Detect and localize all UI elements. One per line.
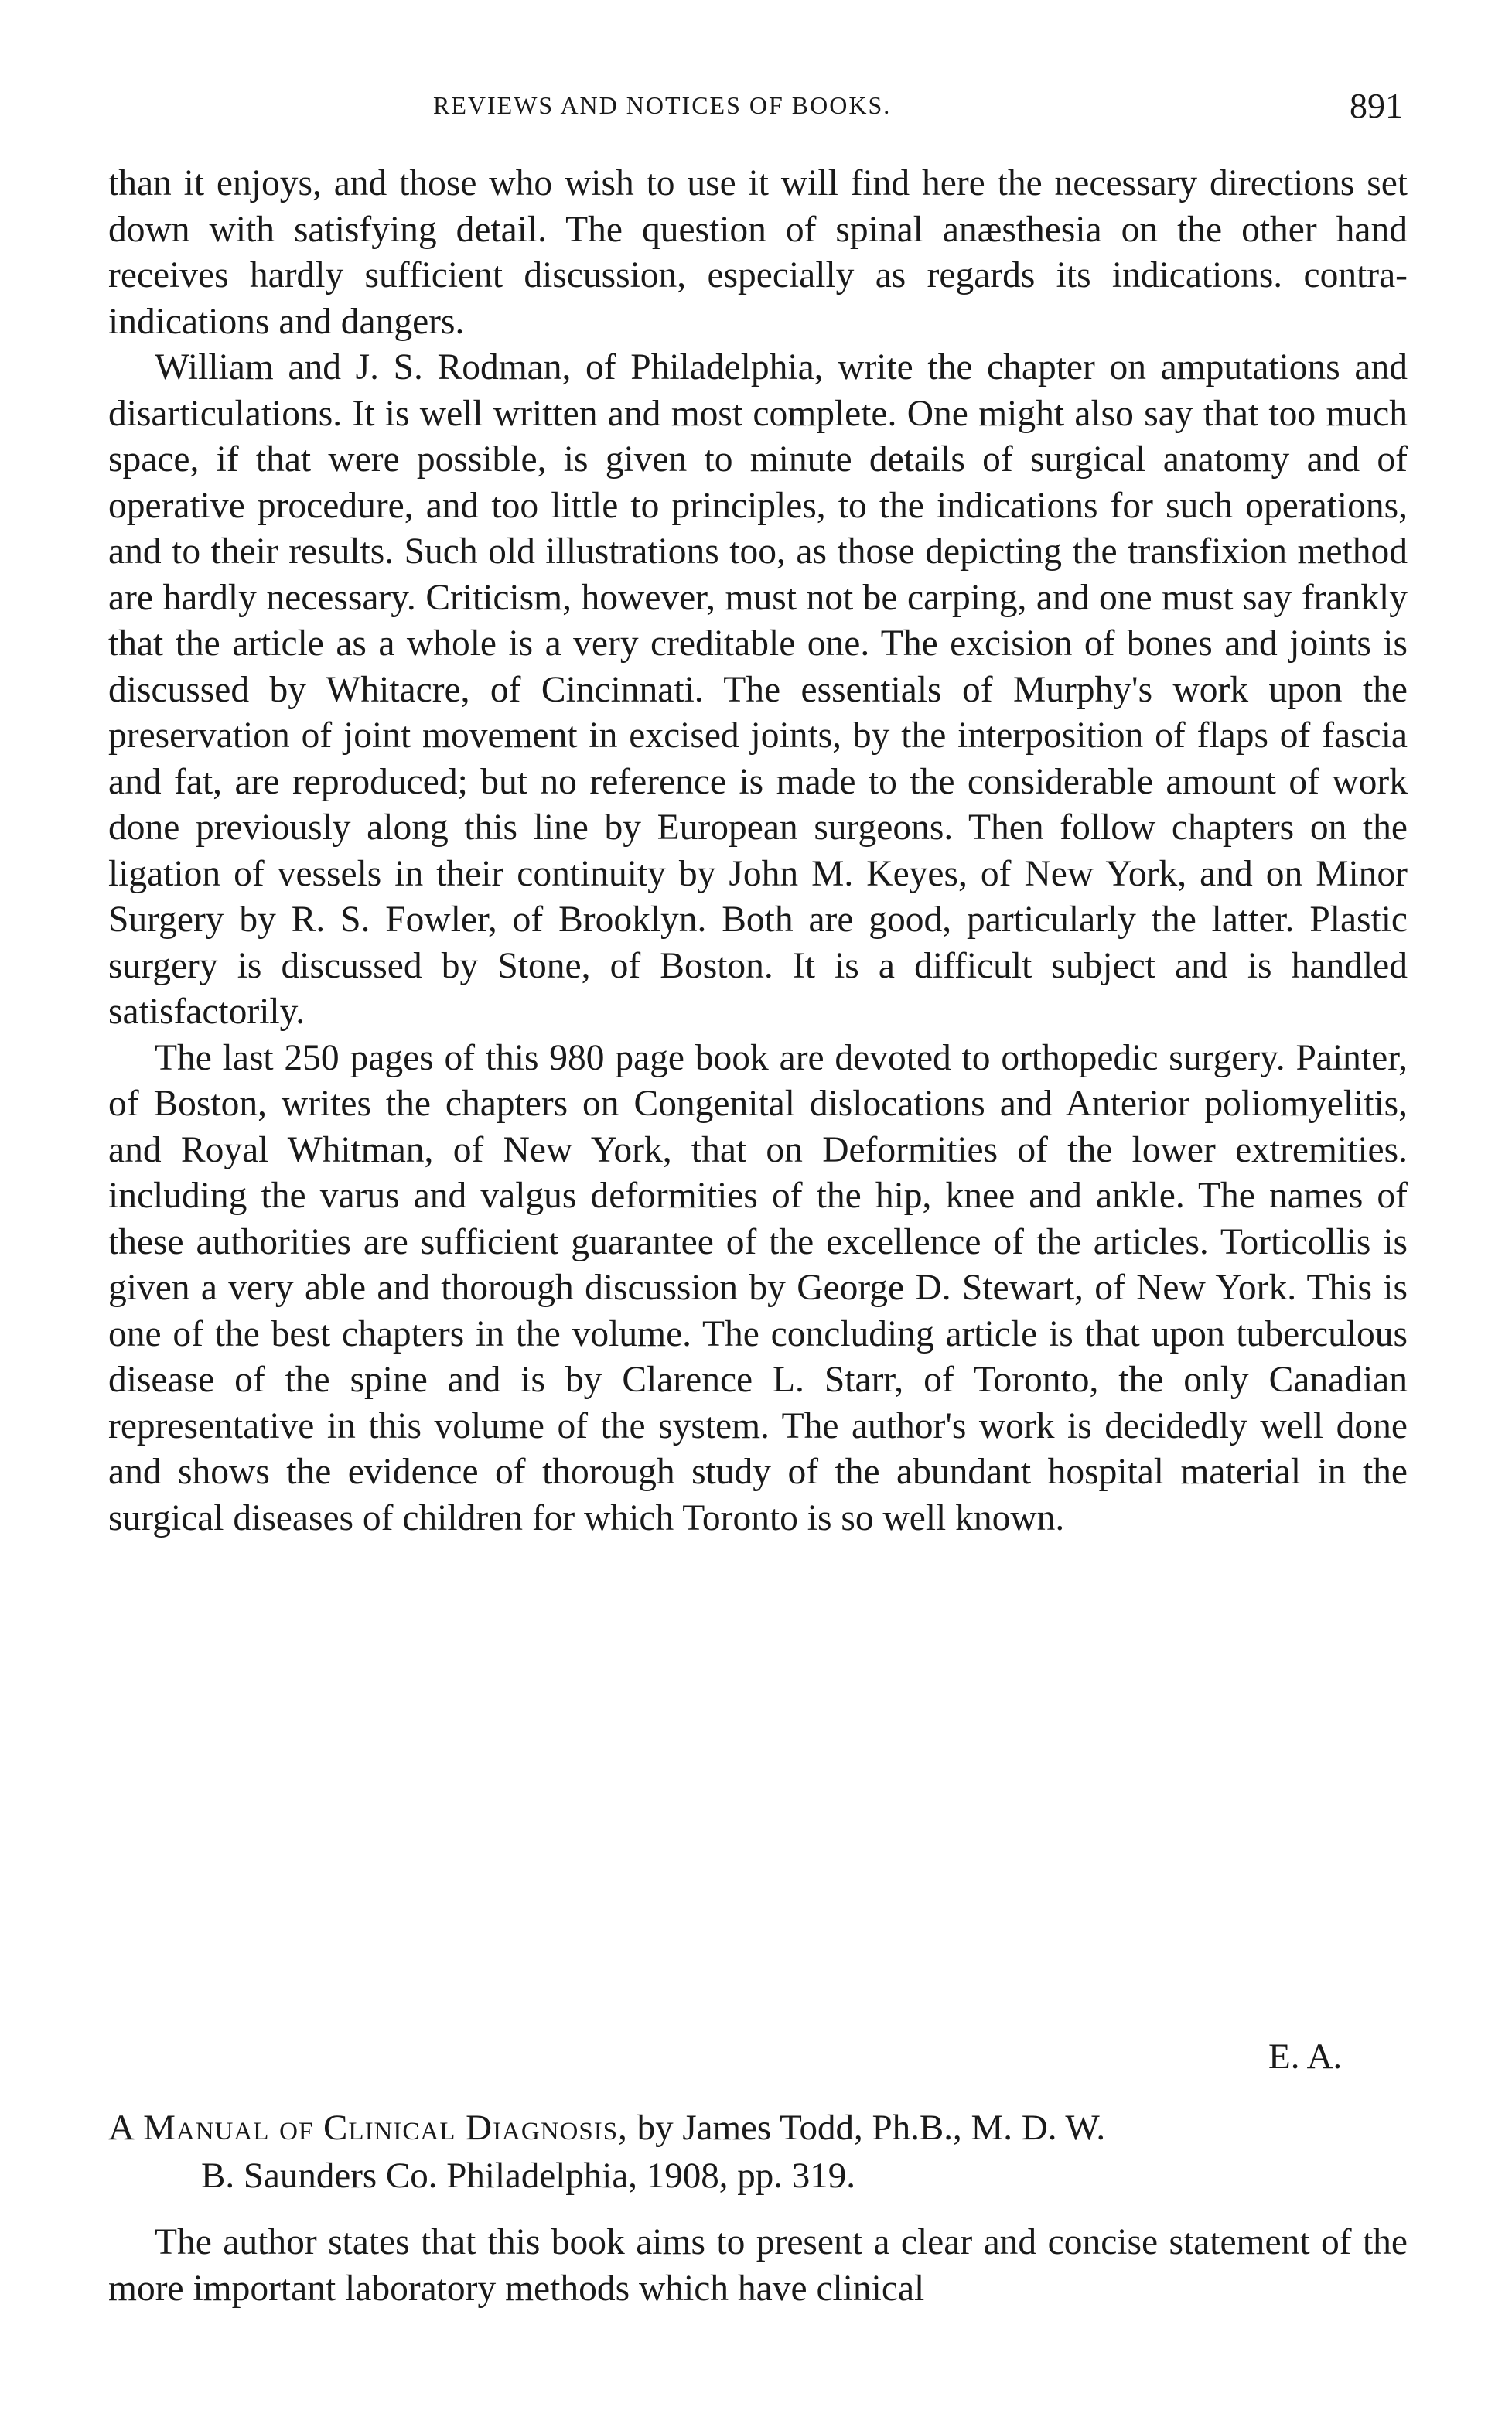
paragraph-todd-review: The author states that this book aims to present a clear and concise statement of the more important laboratory methods which have clinical: [108, 2222, 1408, 2309]
review-heading-line1: [108, 2104, 1408, 2152]
review-text-block: [108, 161, 1408, 1541]
review-heading: [108, 2104, 1408, 2200]
paragraph-continuation: than it enjoys, and those who wish to use it will find here the necessary directions set down with satisfying detail. The question of spinal anæsthesia on the other hand receives hardly sufficient discussion, especially as regards its indications. contra-indications and dangers.: [108, 163, 1408, 342]
page-number: 891: [1350, 86, 1403, 125]
book-title: A Manual of Clinical Diagnosis,: [108, 2108, 628, 2148]
running-head-title: REVIEWS AND NOTICES OF BOOKS.: [433, 91, 892, 119]
book-author: by James Todd, Ph.B., M. D. W.: [627, 2108, 1106, 2148]
reviewer-initials: E. A.: [1268, 2036, 1343, 2077]
review-body-block: [108, 2220, 1408, 2312]
paragraph-rodman: William and J. S. Rodman, of Philadelphia, write the chapter on amputations and disarticulations. It is well written and most complete. One might also say that too much space, if that were possible, is given to minute details of surgical anatomy and of operative procedure, and too little to principles, to the indications for such operations, and to their results. Such old illustrations too, as those depicting the transfixion method are hardly necessary. Criticism, however, must not be carping, and one must say frankly that the article as a whole is a very creditable one. The excision of bones and joints is discussed by Whitacre, of Cincinnati. The essentials of Murphy's work upon the preservation of joint movement in excised joints, by the interposition of flaps of fascia and fat, are reproduced; but no reference is made to the considerable amount of work done previously along this line by European surgeons. Then follow chapters on the ligation of vessels in their continuity by John M. Keyes, of New York, and on Minor Surgery by R. S. Fowler, of Brooklyn. Both are good, particularly the latter. Plastic surgery is discussed by Stone, of Boston. It is a difficult subject and is handled satisfactorily.: [108, 347, 1408, 1032]
book-publisher: B. Saunders Co. Philadelphia, 1908, pp. 319.: [201, 2156, 855, 2196]
paragraph-orthopedic: The last 250 pages of this 980 page book are devoted to orthopedic surgery. Painter, of Boston, writes the chapters on Congenital dislocations and Anterior poliomyelitis, and Royal Whitman, of New York, that on Deformities of the lower extremities. including the varus and valgus deformities of the hip, knee and ankle. The names of these authorities are sufficient guarantee of the excellence of the articles. Torticollis is given a very able and thorough discussion by George D. Stewart, of New York. This is one of the best chapters in the volume. The concluding article is that upon tuberculous disease of the spine and is by Clarence L. Starr, of Toronto, the only Canadian representative in this volume of the system. The author's work is decidedly well done and shows the evidence of thorough study of the abundant hospital material in the surgical diseases of children for which Toronto is so well known.: [108, 1037, 1408, 1538]
